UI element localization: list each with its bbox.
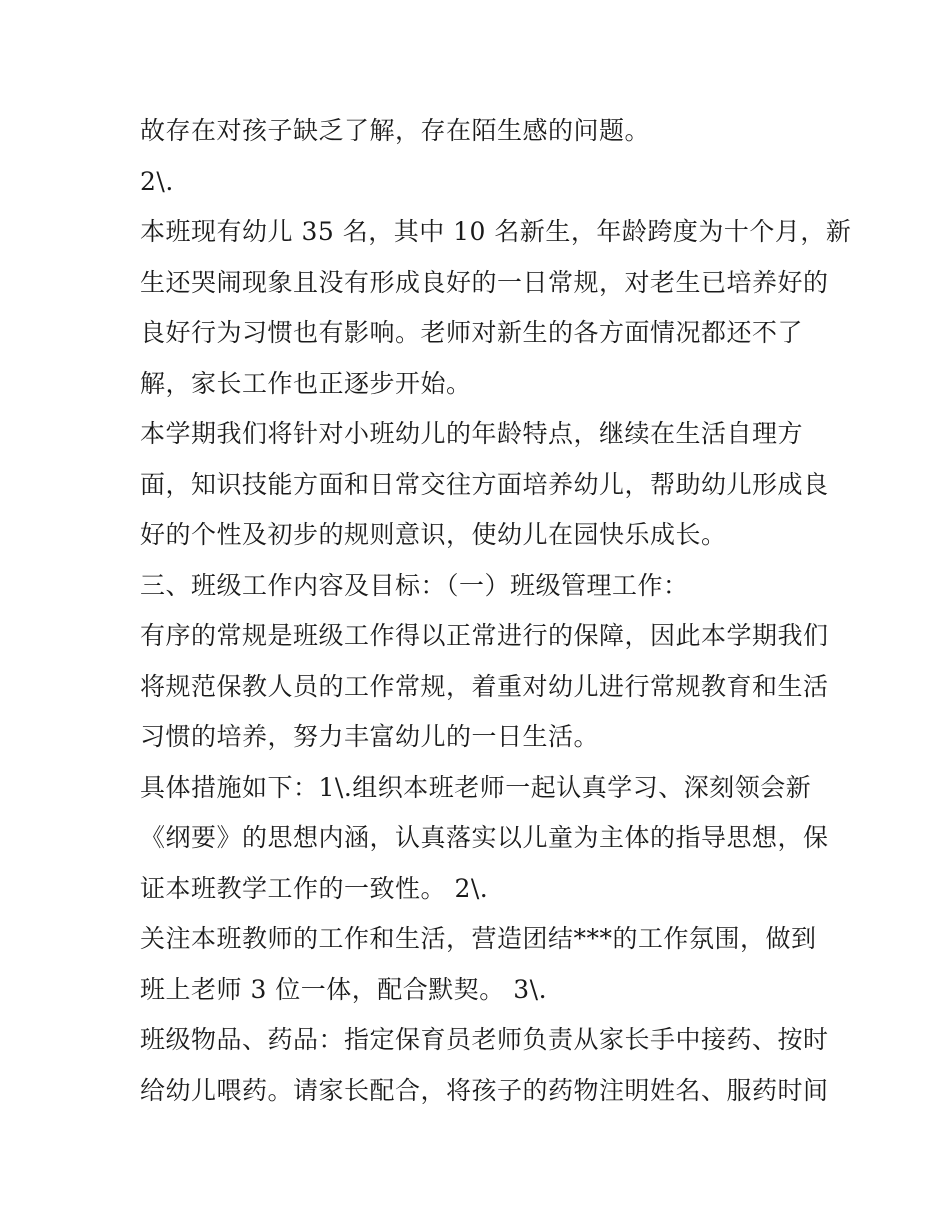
text-line: 关注本班教师的工作和生活，营造团结***的工作氛围，做到 <box>140 924 817 953</box>
text-line: 好的个性及初步的规则意识，使幼儿在园快乐成长。 <box>140 520 727 549</box>
text-line: 2\. <box>140 166 174 196</box>
text-line: 班上老师 3 位一体，配合默契。 3\. <box>140 974 548 1004</box>
text-line: 班级物品、药品：指定保育员老师负责从家长手中接药、按时 <box>140 1025 829 1054</box>
text-line: 习惯的培养，努力丰富幼儿的一日生活。 <box>140 722 600 751</box>
text-line: 具体措施如下：1\.组织本班老师一起认真学习、深刻领会新 <box>140 772 812 802</box>
text-line: 本学期我们将针对小班幼儿的年龄特点，继续在生活自理方 <box>140 419 804 448</box>
section-heading: 三、班级工作内容及目标：（一）班级管理工作： <box>140 570 689 600</box>
text-line: 面，知识技能方面和日常交往方面培养幼儿，帮助幼儿形成良 <box>140 469 829 499</box>
text-line: 有序的常规是班级工作得以正常进行的保障，因此本学期我们 <box>140 621 829 650</box>
text-line: 将规范保教人员的工作常规，着重对幼儿进行常规教育和生活 <box>140 671 829 701</box>
text-line: 给幼儿喂药。请家长配合，将孩子的药物注明姓名、服药时间 <box>140 1075 829 1105</box>
text-line: 良好行为习惯也有影响。老师对新生的各方面情况都还不了 <box>140 318 804 347</box>
text-line: 本班现有幼儿 35 名，其中 10 名新生，年龄跨度为十个月，新 <box>140 217 852 246</box>
text-line: 《纲要》的思想内涵，认真落实以儿童为主体的指导思想，保 <box>140 823 829 852</box>
text-line: 证本班教学工作的一致性。 2\. <box>140 873 489 903</box>
text-line: 故存在对孩子缺乏了解，存在陌生感的问题。 <box>140 116 651 145</box>
text-line: 生还哭闹现象且没有形成良好的一日常规，对老生已培养好的 <box>140 267 829 297</box>
text-line: 解，家长工作也正逐步开始。 <box>140 368 472 398</box>
document-body <box>140 106 852 1116</box>
